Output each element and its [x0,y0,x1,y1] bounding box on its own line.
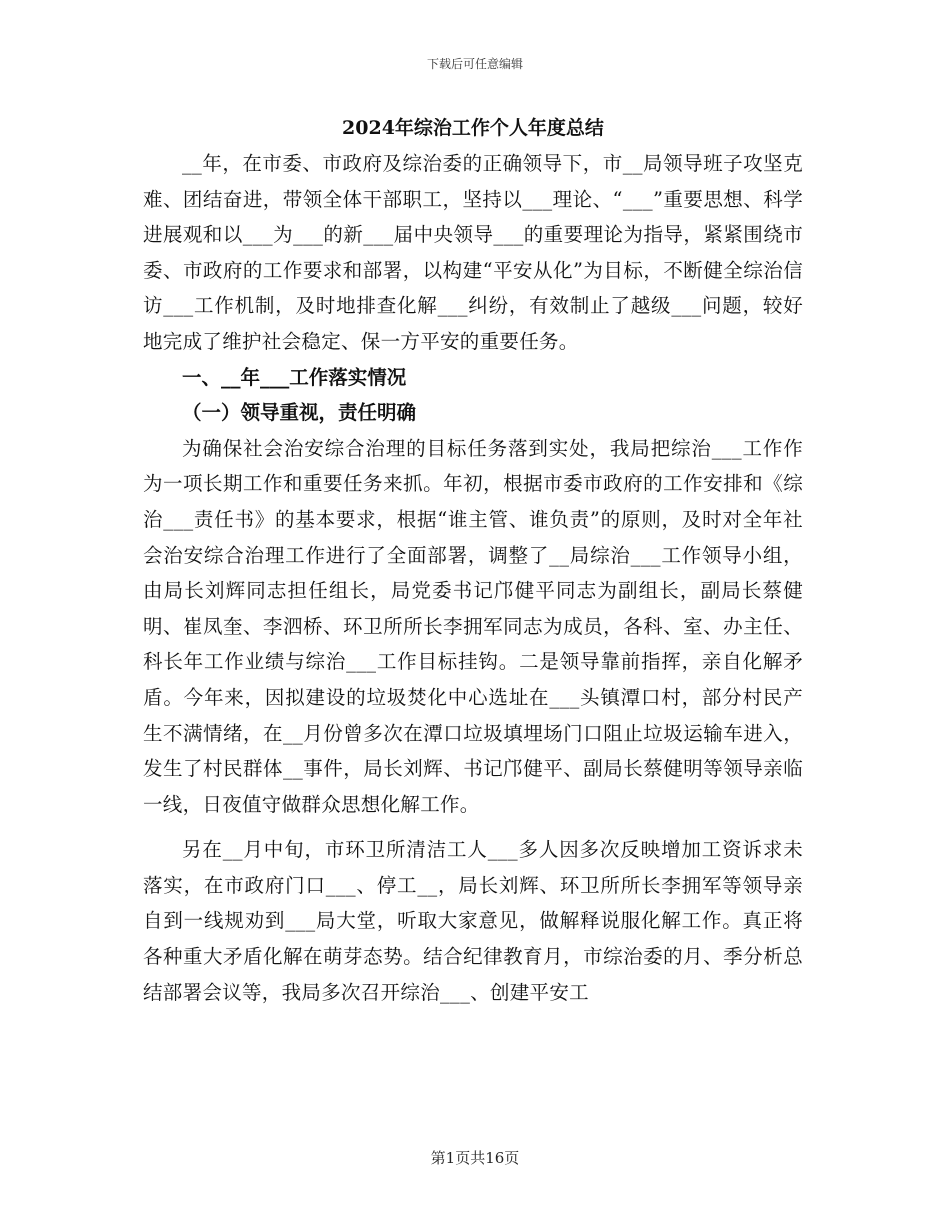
header-note: 下载后可任意编辑 [426,57,523,71]
document-body [143,112,803,1010]
section-heading: 一、__年___工作落实情况 [182,365,407,389]
subsection-heading: （一）领导重视，责任明确 [182,401,417,425]
body-paragraph-1: 为确保社会治安综合治理的目标任务落到实处，我局把综治___工作作为一项长期工作和重要任务来抓。年初，根据市委市政府的工作安排和《综治___责任书》的基本要求，根据“谁主管、谁负责”的原则，及时对全年社会治安综合治理工作进行了全面部署，调整了__局综治___工作领导小组，由局长刘辉同志担任组长，局党委书记邝健平同志为副组长，副局长蔡健明、崔凤奎、李泗桥、环卫所所长李拥军同志为成员，各科、室、办主任、科长年工作业绩与综治___工作目标挂钩。二是领导靠前指挥，亲自化解矛盾。今年来，因拟建设的垃圾焚化中心选址在___头镇潭口村，部分村民产生不满情绪，在__月份曾多次在潭口垃圾填埋场门口阻止垃圾运输车进入，发生了村民群体__事件，局长刘辉、书记邝健平、副局长蔡健明等领导亲临一线，日夜值守做群众思想化解工作。 [143,436,803,816]
body-paragraph-2: 另在__月中旬，市环卫所清洁工人___多人因多次反映增加工资诉求未落实，在市政府门口___、停工__，局长刘辉、环卫所所长李拥军等领导亲自到一线规劝到___局大堂，听取大家意见，做解释说服化解工作。真正将各种重大矛盾化解在萌芽态势。结合纪律教育月，市综治委的月、季分析总结部署会议等，我局多次召开综治___、创建平安工 [143,838,803,1004]
intro-paragraph: __年，在市委、市政府及综治委的正确领导下，市__局领导班子攻坚克难、团结奋进，带领全体干部职工，坚持以___理论、“___”重要思想、科学进展观和以___为___的新___届中央领导___的重要理论为指导，紧紧围绕市委、市政府的工作要求和部署，以构建“平安从化”为目标，不断健全综治信访___工作机制，及时地排查化解___纠纷，有效制止了越级___问题，较好地完成了维护社会稳定、保一方平安的重要任务。 [143,152,803,353]
document-title: 2024年综治工作个人年度总结 [342,117,604,139]
page-number: 第1页共16页 [430,1149,520,1167]
